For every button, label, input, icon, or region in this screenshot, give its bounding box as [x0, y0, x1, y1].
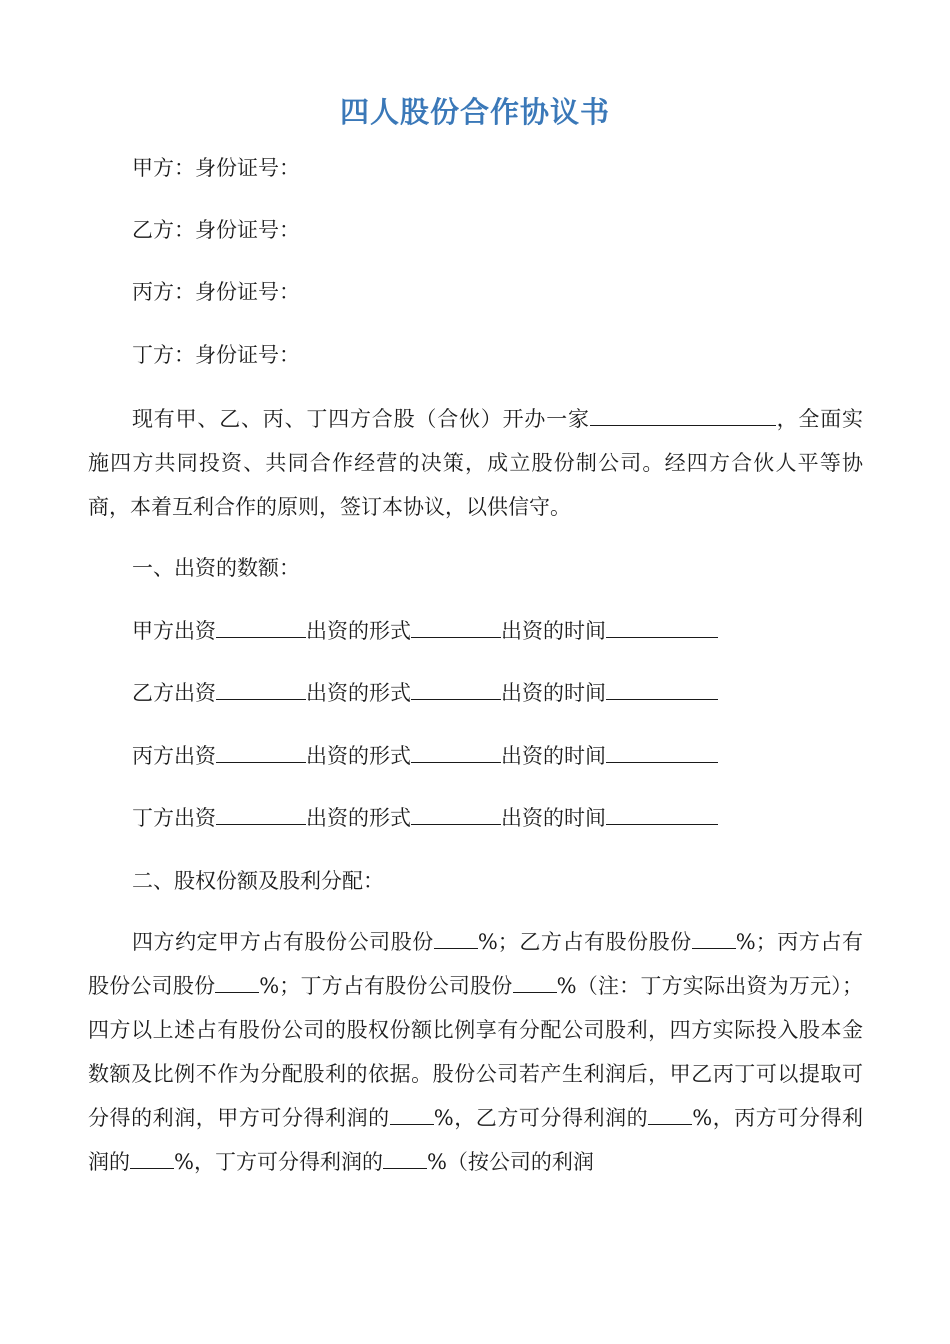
share-percent-blank[interactable]: [434, 926, 478, 949]
contribution-row-ding: [132, 802, 718, 833]
share-text: %，丁方可分得利润的: [174, 1150, 383, 1174]
row-time-label: 出资的时间: [501, 681, 606, 705]
amount-blank[interactable]: [216, 740, 306, 763]
party-bing-line: 丙方：身份证号：: [132, 280, 300, 304]
row-party-label: 甲方出资: [132, 619, 216, 643]
share-percent-blank[interactable]: [692, 926, 736, 949]
share-percent-blank[interactable]: [513, 970, 557, 993]
profit-percent-blank[interactable]: [130, 1146, 174, 1169]
row-party-label: 丙方出资: [132, 744, 216, 768]
share-text: %；丙方占有股份公司股份: [88, 930, 863, 998]
company-name-blank[interactable]: [590, 403, 776, 426]
row-time-label: 出资的时间: [501, 619, 606, 643]
intro-text-1: 现有甲、乙、丙、丁四方合股（合伙）开办一家: [132, 407, 590, 431]
contribution-row-bing: [132, 740, 718, 771]
time-blank[interactable]: [606, 802, 718, 825]
row-party-label: 乙方出资: [132, 681, 216, 705]
section1-heading: 一、出资的数额：: [132, 556, 300, 580]
party-ding-line: 丁方：身份证号：: [132, 343, 300, 367]
section2-heading: 二、股权份额及股利分配：: [132, 869, 384, 893]
contribution-row-yi: [132, 677, 718, 708]
row-form-label: 出资的形式: [306, 681, 411, 705]
party-jia-line: 甲方：身份证号：: [132, 156, 300, 180]
row-time-label: 出资的时间: [501, 806, 606, 830]
time-blank[interactable]: [606, 677, 718, 700]
amount-blank[interactable]: [216, 615, 306, 638]
share-percent-blank[interactable]: [215, 970, 259, 993]
profit-percent-blank[interactable]: [648, 1102, 692, 1125]
form-blank[interactable]: [411, 677, 501, 700]
form-blank[interactable]: [411, 802, 501, 825]
share-text: %；丁方占有股份公司股份: [259, 974, 513, 998]
form-blank[interactable]: [411, 615, 501, 638]
profit-percent-blank[interactable]: [390, 1102, 434, 1125]
row-time-label: 出资的时间: [501, 744, 606, 768]
intro-paragraph: [88, 397, 863, 529]
amount-blank[interactable]: [216, 677, 306, 700]
amount-blank[interactable]: [216, 802, 306, 825]
profit-percent-blank[interactable]: [383, 1146, 427, 1169]
row-form-label: 出资的形式: [306, 744, 411, 768]
intro-text-2: ，全面实施四方共同投资、共同合作经营的决策，成立股份制公司。经四方合伙人平等协商，本着互利合作的原则，签订本协议，以供信守。: [88, 407, 864, 519]
contribution-row-jia: [132, 615, 718, 646]
share-text: %；乙方占有股份股份: [477, 930, 692, 954]
time-blank[interactable]: [606, 615, 718, 638]
share-text: %，丙方可分得利润的: [88, 1106, 863, 1174]
share-text: %（注：丁方实际出资为万元）；四方以上述占有股份公司的股权份额比例享有分配公司股利，四方实际投入股本金数额及比例不作为分配股利的依据。股份公司若产生利润后，甲乙丙丁可以提取可分得的利润，甲方可分得利润的: [88, 974, 864, 1130]
document-title: 四人股份合作协议书: [339, 95, 610, 129]
share-text: %，乙方可分得利润的: [433, 1106, 649, 1130]
row-party-label: 丁方出资: [132, 806, 216, 830]
party-yi-line: 乙方：身份证号：: [132, 218, 300, 242]
share-paragraph: [88, 920, 863, 1184]
share-text: 四方约定甲方占有股份公司股份: [132, 930, 434, 954]
share-text: %（按公司的利润: [426, 1150, 594, 1174]
row-form-label: 出资的形式: [306, 806, 411, 830]
time-blank[interactable]: [606, 740, 718, 763]
form-blank[interactable]: [411, 740, 501, 763]
row-form-label: 出资的形式: [306, 619, 411, 643]
